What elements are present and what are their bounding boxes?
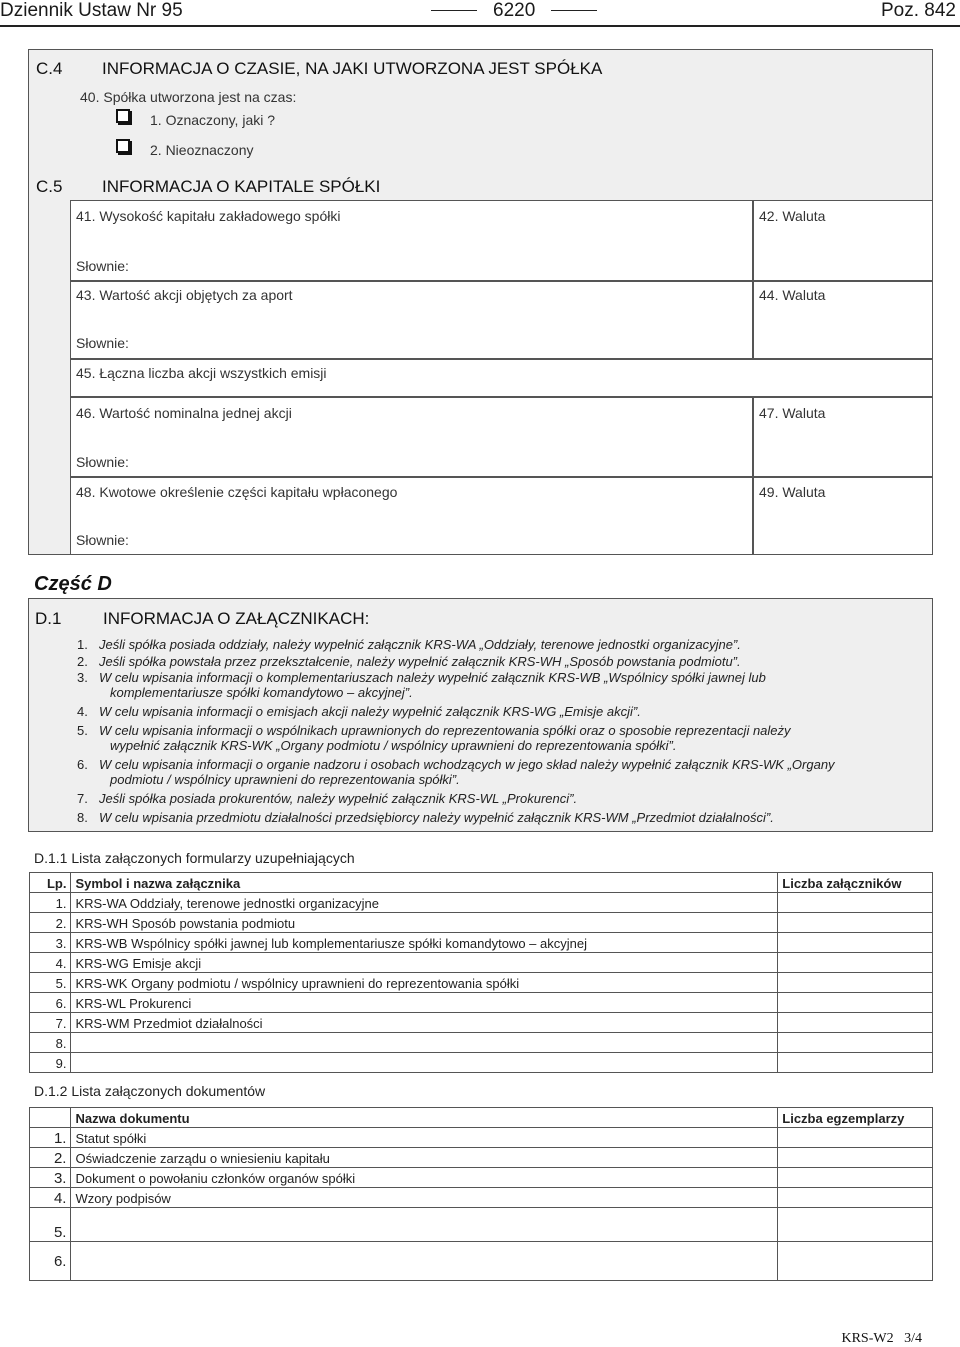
section-code-c4: C.4 (36, 59, 63, 78)
row-count-cell[interactable] (778, 953, 933, 973)
row-copies-cell[interactable] (778, 1128, 933, 1148)
footer-form-code: KRS-W2 (841, 1331, 894, 1346)
row-count-cell[interactable] (778, 913, 933, 933)
row-attachment-name: KRS-WK Organy podmiotu / wspólnicy uprawnieni do reprezentowania spółki (71, 973, 778, 993)
field-45-label: 45. Łączna liczba akcji wszystkich emisji (76, 365, 327, 381)
table-row (30, 1013, 933, 1033)
instruction-item-cont: komplementariusze spółki komandytowo – akcyjnej”. (110, 685, 413, 700)
field-48-label: 48. Kwotowe określenie części kapitału wpłaconego (76, 484, 398, 500)
field-49-label: 49. Waluta (759, 484, 826, 500)
table-row (30, 1188, 933, 1208)
row-lp: 6. (30, 1242, 71, 1281)
row-lp: 5. (30, 1208, 71, 1242)
row-lp: 3. (30, 933, 71, 953)
checkbox-defined-period[interactable] (116, 109, 130, 123)
instruction-item: 3. W celu wpisania informacji o komplementariuszach należy wypełnić załącznik KRS-WB „Wspólnicy spółki jawnej lub (77, 670, 766, 685)
table-row (30, 1242, 933, 1281)
row-attachment-name[interactable] (71, 1053, 778, 1073)
field-44-label: 44. Waluta (759, 287, 826, 303)
section-code-d1: D.1 (35, 609, 62, 628)
field-42-label: 42. Waluta (759, 208, 826, 224)
instruction-item-cont: podmiotu / wspólnicy uprawnieni do reprezentowania spółki”. (110, 772, 460, 787)
row-lp: 2. (30, 913, 71, 933)
instruction-item: 2. Jeśli spółka powstała przez przekształcenie, należy wypełnić załącznik KRS-WH „Sposób powstania podmiotu”. (77, 653, 741, 669)
attachment-instructions (77, 637, 835, 825)
attachments-table (29, 872, 933, 1073)
table-row (30, 913, 933, 933)
col-header-count: Liczba załączników (778, 873, 933, 893)
row-count-cell[interactable] (778, 1053, 933, 1073)
row-count-cell[interactable] (778, 893, 933, 913)
journal-title: Dziennik Ustaw Nr 95 (0, 0, 183, 21)
row-document-name[interactable] (71, 1242, 778, 1281)
instruction-item-cont: wypełnić załącznik KRS-WK „Organy podmiotu / wspólnicy uprawnieni do reprezentowania spółki”. (110, 738, 677, 753)
row-count-cell[interactable] (778, 973, 933, 993)
documents-table (29, 1107, 933, 1281)
row-attachment-name[interactable] (71, 1033, 778, 1053)
table-row (30, 1148, 933, 1168)
section-title-c5: INFORMACJA O KAPITALE SPÓŁKI (102, 177, 381, 196)
table-row (30, 933, 933, 953)
row-count-cell[interactable] (778, 993, 933, 1013)
row-lp: 3. (30, 1168, 71, 1188)
row-attachment-name: KRS-WG Emisje akcji (71, 953, 778, 973)
page-number: 6220 (431, 0, 613, 22)
row-attachment-name: KRS-WH Sposób powstania podmiotu (71, 913, 778, 933)
table-row (30, 1208, 933, 1242)
col-header-lp (30, 1108, 71, 1128)
row-lp: 1. (30, 1128, 71, 1148)
col-header-copies: Liczba egzemplarzy (778, 1108, 933, 1128)
col-header-lp: Lp. (30, 873, 71, 893)
table-row (30, 1053, 933, 1073)
field-47-label: 47. Waluta (759, 405, 826, 421)
row-document-name: Statut spółki (71, 1128, 778, 1148)
row-copies-cell[interactable] (778, 1148, 933, 1168)
col-header-document-name: Nazwa dokumentu (71, 1108, 778, 1128)
table-row (30, 1033, 933, 1053)
row-lp: 1. (30, 893, 71, 913)
row-attachment-name: KRS-WA Oddziały, terenowe jednostki organizacyjne (71, 893, 778, 913)
part-d-heading: Część D (34, 573, 112, 595)
row-lp: 4. (30, 1188, 71, 1208)
section-title-c4: INFORMACJA O CZASIE, NA JAKI UTWORZONA JEST SPÓŁKA (102, 59, 603, 78)
option-indefinite-label: 2. Nieoznaczony (150, 142, 254, 158)
table-row (30, 993, 933, 1013)
row-lp: 5. (30, 973, 71, 993)
instruction-item: 8. W celu wpisania przedmiotu działalności przedsiębiorcy należy wypełnić załącznik KRS-WM „Przedmiot działalności”. (77, 810, 774, 825)
table-row (30, 953, 933, 973)
instruction-item: 5. W celu wpisania informacji o wspólnikach uprawnionych do reprezentowania spółki oraz o sposobie reprezentacji należy (77, 723, 791, 738)
col-header-symbol: Symbol i nazwa załącznika (71, 873, 778, 893)
table-row (30, 1128, 933, 1148)
table-row (30, 1168, 933, 1188)
field-43-label: 43. Wartość akcji objętych za aport (76, 287, 293, 303)
option-defined-label: 1. Oznaczony, jaki ? (150, 112, 276, 128)
table-row (30, 973, 933, 993)
row-lp: 2. (30, 1148, 71, 1168)
table-header-row (30, 1108, 933, 1128)
field-41-label: 41. Wysokość kapitału zakładowego spółki (76, 208, 341, 224)
row-attachment-name: KRS-WL Prokurenci (71, 993, 778, 1013)
row-count-cell[interactable] (778, 1033, 933, 1053)
table-header-row (30, 873, 933, 893)
instruction-item: 1. Jeśli spółka posiada oddziały, należy wypełnić załącznik KRS-WA „Oddziały, terenowe jednostki organizacyjne”. (77, 637, 741, 652)
row-count-cell[interactable] (778, 933, 933, 953)
row-copies-cell[interactable] (778, 1242, 933, 1281)
row-document-name: Dokument o powołaniu członków organów spółki (71, 1168, 778, 1188)
in-words-label: Słownie: (76, 258, 129, 274)
instruction-item: 6. W celu wpisania informacji o organie nadzoru i osobach wchodzących w jego skład należy wypełnić załącznik KRS-WK „Organy (77, 757, 835, 772)
footer-page: 3/4 (904, 1331, 922, 1346)
row-document-name: Oświadczenie zarządu o wniesieniu kapitału (71, 1148, 778, 1168)
in-words-label: Słownie: (76, 335, 129, 351)
row-attachment-name: KRS-WB Wspólnicy spółki jawnej lub komplementariusze spółki komandytowo – akcyjnej (71, 933, 778, 953)
row-copies-cell[interactable] (778, 1188, 933, 1208)
row-document-name: Wzory podpisów (71, 1188, 778, 1208)
header-rule (0, 25, 960, 27)
d11-title: D.1.1 Lista załączonych formularzy uzupełniających (34, 850, 355, 866)
in-words-label: Słownie: (76, 532, 129, 548)
row-document-name[interactable] (71, 1208, 778, 1242)
row-lp: 4. (30, 953, 71, 973)
row-count-cell[interactable] (778, 1013, 933, 1033)
row-lp: 9. (30, 1053, 71, 1073)
field-46-label: 46. Wartość nominalna jednej akcji (76, 405, 292, 421)
d12-title: D.1.2 Lista załączonych dokumentów (34, 1083, 266, 1099)
row-copies-cell[interactable] (778, 1208, 933, 1242)
field-40-label: 40. Spółka utworzona jest na czas: (80, 89, 297, 105)
table-row (30, 893, 933, 913)
section-code-c5: C.5 (36, 177, 63, 196)
instruction-item: 7. Jeśli spółka posiada prokurentów, należy wypełnić załącznik KRS-WL „Prokurenci”. (77, 791, 578, 806)
row-copies-cell[interactable] (778, 1168, 933, 1188)
row-attachment-name: KRS-WM Przedmiot działalności (71, 1013, 778, 1033)
in-words-label: Słownie: (76, 454, 129, 470)
position-number: Poz. 842 (881, 0, 956, 21)
row-lp: 6. (30, 993, 71, 1013)
section-title-d1: INFORMACJA O ZAŁĄCZNIKACH: (103, 609, 370, 628)
instruction-item: 4. W celu wpisania informacji o emisjach akcji należy wypełnić załącznik KRS-WG „Emisje akcji”. (77, 704, 641, 719)
checkbox-indefinite-period[interactable] (116, 139, 130, 153)
row-lp: 7. (30, 1013, 71, 1033)
row-lp: 8. (30, 1033, 71, 1053)
